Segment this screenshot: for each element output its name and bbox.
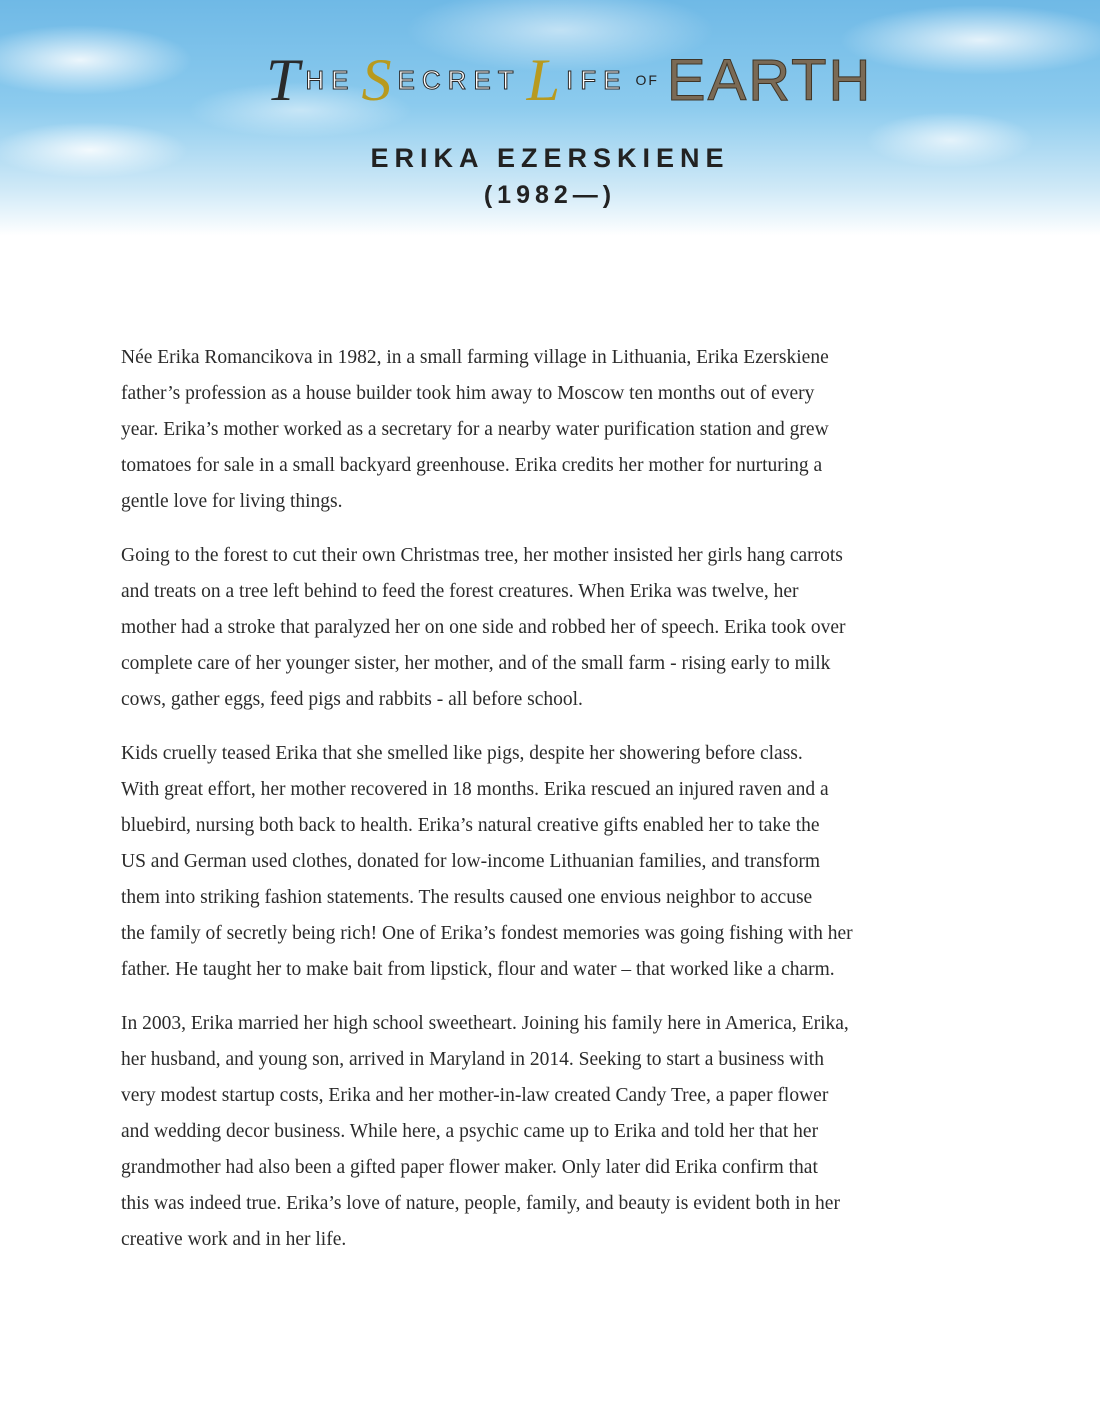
text-line: grandmother had also been a gifted paper flower maker. Only later did Erika confirm that [121, 1157, 818, 1178]
text-line: cows, gather eggs, feed pigs and rabbits - all before school. [121, 689, 583, 710]
text-line: US and German used clothes, donated for low-income Lithuanian families, and transform [121, 851, 821, 872]
paragraph [121, 340, 1001, 520]
logo-letter: T [266, 47, 300, 113]
text-line: creative work and in her life. [121, 1229, 347, 1250]
text-line: them into striking fashion statements. The results caused one envious neighbor to accuse [121, 887, 813, 908]
text-line: In 2003, Erika married her high school sweetheart. Joining his family here in America, Erika, [121, 1013, 849, 1034]
text-line: the family of secretly being rich! One of Erika’s fondest memories was going fishing with her [121, 923, 853, 944]
text-line: her husband, and young son, arrived in Maryland in 2014. Seeking to start a business with [121, 1049, 824, 1070]
text-line: father. He taught her to make bait from lipstick, flour and water – that worked like a charm. [121, 959, 835, 980]
text-line: bluebird, nursing both back to health. Erika’s natural creative gifts enabled her to take the [121, 815, 820, 836]
site-logo [266, 44, 873, 116]
text-line: this was indeed true. Erika’s love of nature, people, family, and beauty is evident both in her [121, 1193, 840, 1214]
page-title: ERIKA EZERSKIENE [370, 143, 730, 173]
logo-earth: EARTH [666, 47, 873, 113]
text-line: very modest startup costs, Erika and her mother-in-law created Candy Tree, a paper flower [121, 1085, 829, 1106]
text-line: complete care of her younger sister, her mother, and of the small farm - rising early to milk [121, 653, 831, 674]
text-line: tomatoes for sale in a small backyard greenhouse. Erika credits her mother for nurturing a [121, 455, 823, 476]
biography-text [121, 340, 1001, 1276]
text-line: father’s profession as a house builder took him away to Moscow ten months out of every [121, 383, 815, 404]
logo-letter: S [361, 47, 392, 113]
text-line: Kids cruelly teased Erika that she smelled like pigs, despite her showering before class. [121, 743, 803, 764]
logo-of: OF [635, 72, 659, 88]
logo-letter: L [526, 47, 560, 113]
paragraph [121, 1006, 1001, 1258]
logo-word: ECRET [397, 64, 521, 95]
text-line: mother had a stroke that paralyzed her on one side and robbed her of speech. Erika took over [121, 617, 846, 638]
life-dates: (1982—) [483, 181, 617, 209]
logo-word: IFE [566, 64, 628, 95]
logo-word: HE [305, 64, 356, 95]
paragraph [121, 538, 1001, 718]
text-line: Going to the forest to cut their own Christmas tree, her mother insisted her girls hang carrots [121, 545, 843, 566]
text-line: and wedding decor business. While here, a psychic came up to Erika and told her that her [121, 1121, 819, 1142]
text-line: and treats on a tree left behind to feed the forest creatures. When Erika was twelve, her [121, 581, 799, 602]
text-line: gentle love for living things. [121, 491, 343, 512]
paragraph [121, 736, 1001, 988]
text-line: Née Erika Romancikova in 1982, in a small farming village in Lithuania, Erika Ezerskiene [121, 347, 829, 368]
text-line: With great effort, her mother recovered in 18 months. Erika rescued an injured raven and a [121, 779, 829, 800]
text-line: year. Erika’s mother worked as a secretary for a nearby water purification station and grew [121, 419, 829, 440]
sky-banner [0, 0, 1100, 236]
